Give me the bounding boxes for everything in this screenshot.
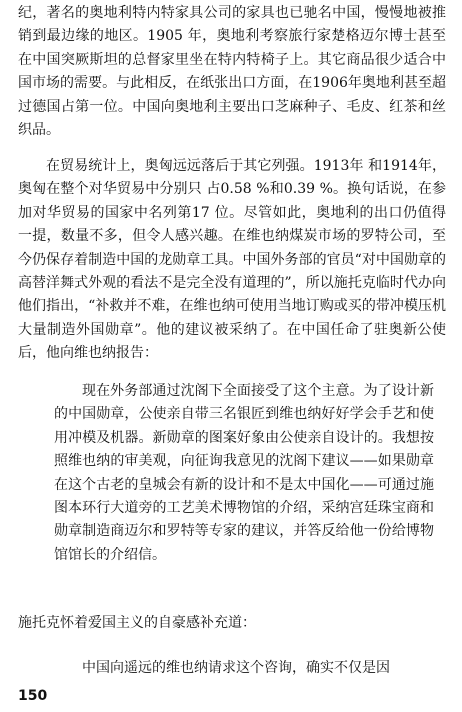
block-quote: 现在外务部通过沈阁下全面接受了这个主意。为了设计新的中国勋章，公使亲自带三名银匠到维也纳好好学会手艺和使用冲模及机器。新勋章的图案好象由公使亲自设计的。我想按照维也纳的审美观，向征询我意见的沈阁下建议——如果勋章在这个古老的皇城会有新的设计和不是太中国化——可通过施图本环行大道旁的工艺美术博物馆的介绍，采纳宫廷珠宝商和勋章制造商迈尔和罗特等专家的建议，并答反给他一份给博物馆馆长的介绍信。 bbox=[54, 383, 434, 563]
block-quote-2: 中国向遥远的维也纳请求这个咨询，确实不仅是因 bbox=[82, 660, 390, 676]
paragraph-2: 在贸易统计上，奥匈远远落后于其它列强。1913年 和1914年，奥匈在整个对华贸易中分别只 占0.58 %和0.39 %。换句话说，在参加对华贸易的国家中名列第17 位。尽管如此，奥地利的出口仍值得一提，数量不多，但令人感兴趣。在维也纳煤炭市场的罗特公司，至今仍保存着制造中国的龙勋章工具。中国外务部的官员“对中国勋章的高替洋舞式外观的看法不是完全没有道理的”，所以施托克临时代办向他们指出，“补救并不难，在维也纳可使用当地订购或买的带冲模压机大量制造外国勋章”。他的建议被采纳了。在中国任命了驻奥新公使后，他向维也纳报告： bbox=[18, 158, 446, 362]
paragraph-1: 纪，著名的奥地利特内特家具公司的家具也已驰名中国，慢慢地被推销到最边缘的地区。1905 年，奥地利考察旅行家楚格迈尔博士甚至在中国突厥斯坦的总督家里坐在特内特椅子上。其它商品很少适合中国市场的需要。与此相反，在纸张出口方面，在1906年奥地利甚至超过德国占第一位。中国向奥地利主要出口芝麻种子、毛皮、红茶和丝织品。 bbox=[18, 5, 446, 139]
paragraph-3: 施托克怀着爱国主义的自豪感补充道： bbox=[18, 615, 256, 631]
page-number: 150 bbox=[18, 688, 48, 704]
